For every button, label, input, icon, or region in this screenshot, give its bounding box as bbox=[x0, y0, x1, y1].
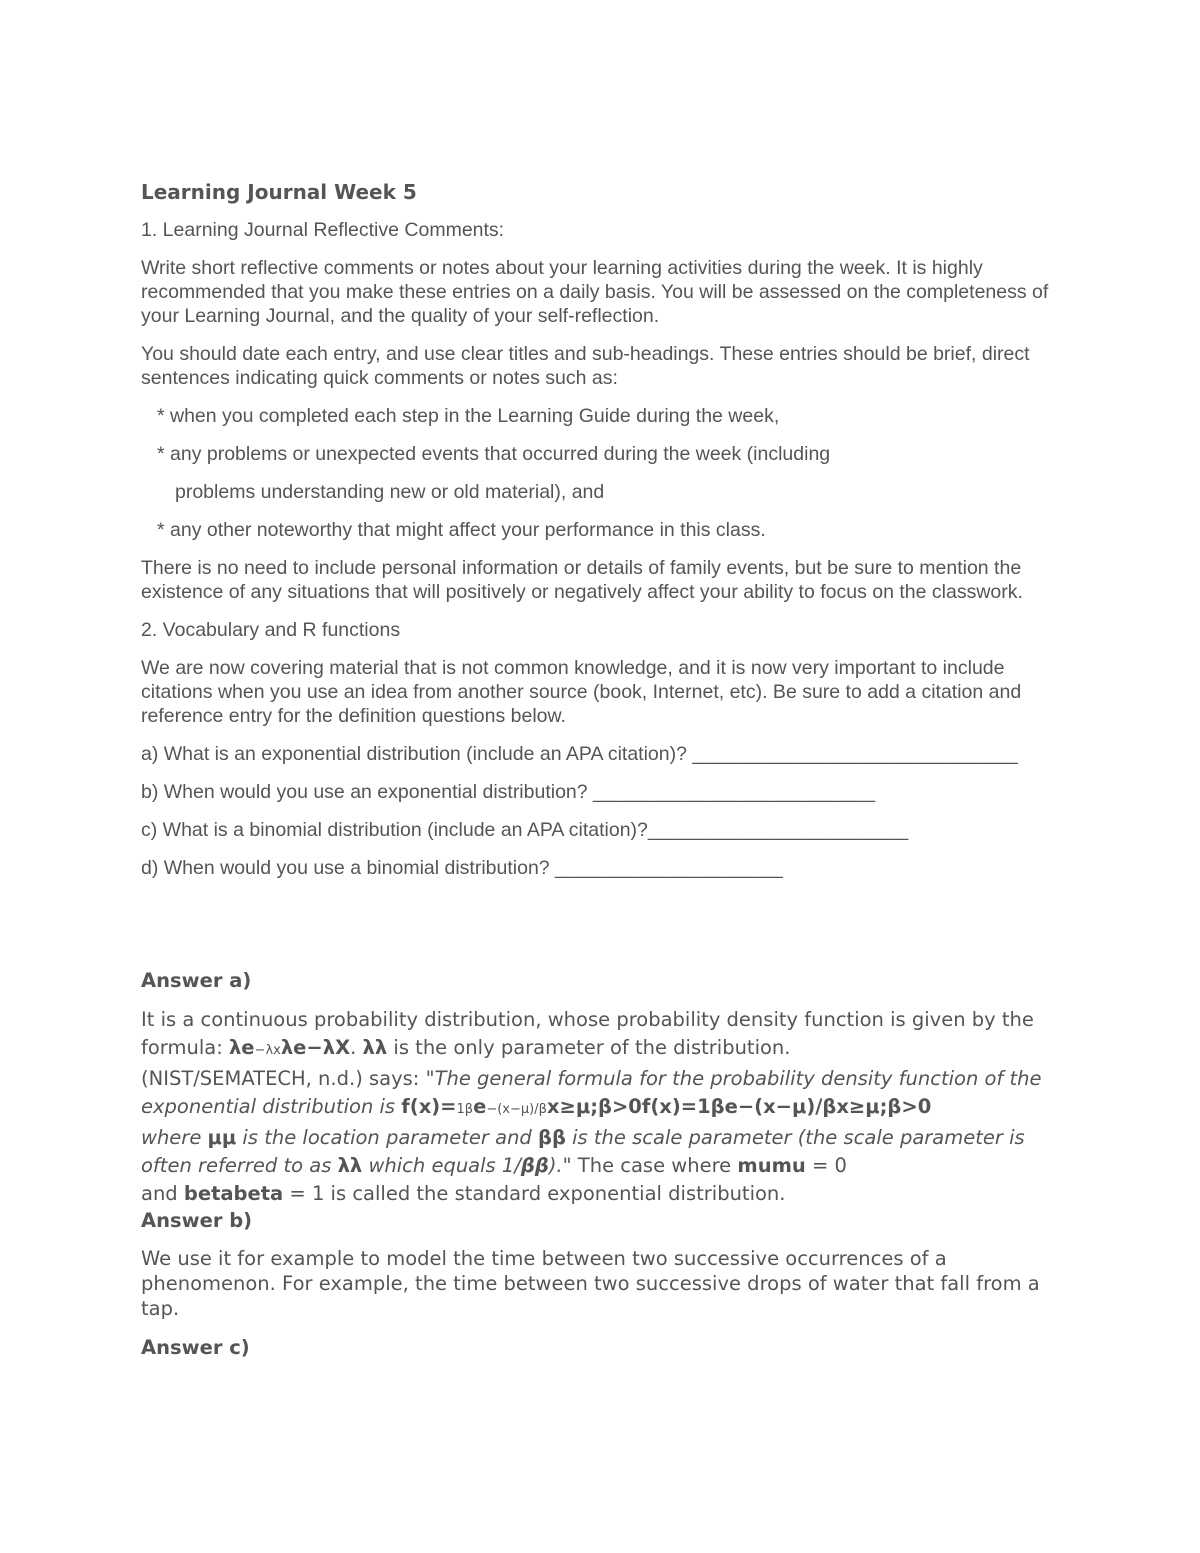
answer-a-text: = 0 bbox=[805, 1154, 847, 1177]
answer-b-paragraph: We use it for example to model the time between two successive occurrences of a phenomenon. For example, the time between two successive drops of water that fall from a tap. bbox=[141, 1247, 1040, 1320]
quote-text: is the scale parameter (the scale parameter is often referred to as bbox=[141, 1126, 1025, 1177]
question-a: a) What is an exponential distribution (include an APA citation)? ______________________________ bbox=[141, 743, 1018, 765]
answer-a-paragraph-1 bbox=[141, 1006, 1061, 1065]
formula-small: 1β bbox=[456, 1102, 474, 1117]
answer-a-text: is the only parameter of the distribution. bbox=[387, 1036, 791, 1059]
answer-a-heading: Answer a) bbox=[141, 969, 252, 992]
answer-a-text: = 1 is called the standard exponential distribution. bbox=[283, 1182, 786, 1205]
answer-b-heading: Answer b) bbox=[141, 1209, 253, 1232]
formula: betabeta bbox=[183, 1182, 284, 1205]
answer-a-paragraph-2 bbox=[141, 1065, 1061, 1124]
bullet-item: * when you completed each step in the Learning Guide during the week, bbox=[157, 405, 780, 427]
date-paragraph: You should date each entry, and use clear titles and sub-headings. These entries should be brief, direct sentences indicating quick comments or notes such as: bbox=[141, 343, 1030, 389]
question-b: b) When would you use an exponential distribution? __________________________ bbox=[141, 781, 876, 803]
section-2-paragraph: We are now covering material that is not common knowledge, and it is now very important to include citations when you use an idea from another source (book, Internet, etc). Be sure to add a citation and reference entry for the definition questions below. bbox=[141, 657, 1022, 727]
bullet-item: * any other noteworthy that might affect your performance in this class. bbox=[157, 519, 766, 541]
formula: λe−λX bbox=[280, 1036, 351, 1059]
bullet-item: * any problems or unexpected events that occurred during the week (including bbox=[157, 443, 831, 465]
answer-a-text: . bbox=[350, 1036, 363, 1059]
formula-exponent: −λx bbox=[254, 1043, 281, 1058]
formula: ββ bbox=[538, 1126, 566, 1149]
formula: x≥μ;β>0f(x)=1βe−(x−μ)/βx≥μ;β>0 bbox=[546, 1095, 932, 1118]
quote-text: is the location parameter and bbox=[236, 1126, 539, 1149]
formula-exponent: −(x−μ)/β bbox=[486, 1102, 547, 1117]
quote-text: where bbox=[141, 1126, 208, 1149]
formula: λe bbox=[228, 1036, 255, 1059]
document-title: Learning Journal Week 5 bbox=[141, 180, 417, 204]
citation-text: (NIST/SEMATECH, n.d.) says: " bbox=[141, 1067, 435, 1090]
answer-c-heading: Answer c) bbox=[141, 1336, 250, 1359]
formula: λλ bbox=[337, 1154, 363, 1177]
formula: mumu bbox=[737, 1154, 806, 1177]
intro-paragraph: Write short reflective comments or notes about your learning activities during the week. It is highly recommended that you make these entries on a daily basis. You will be assessed on the completeness of your Learning Journal, and the quality of your self-reflection. bbox=[141, 257, 1049, 327]
answer-a-paragraph-3 bbox=[141, 1124, 1061, 1180]
personal-info-paragraph: There is no need to include personal information or details of family events, but be sure to mention the existence of any situations that will positively or negatively affect your ability to focus on the classwork. bbox=[141, 557, 1023, 603]
section-1-heading: 1. Learning Journal Reflective Comments: bbox=[141, 219, 505, 241]
document-body bbox=[141, 178, 1061, 1361]
question-c: c) What is a binomial distribution (include an APA citation)?________________________ bbox=[141, 819, 909, 841]
spacer bbox=[141, 894, 1061, 968]
answer-a-text: " The case where bbox=[562, 1154, 738, 1177]
question-d: d) When would you use a binomial distribution? _____________________ bbox=[141, 857, 783, 879]
quote-text: The general formula for the probability density function of the exponential distribution is bbox=[141, 1067, 1042, 1118]
quote-text: ). bbox=[548, 1154, 563, 1177]
answer-a-text: and bbox=[141, 1182, 184, 1205]
formula: e bbox=[473, 1095, 487, 1118]
formula: μμ bbox=[207, 1126, 237, 1149]
quote-text: which equals 1/ bbox=[362, 1154, 521, 1177]
section-2-heading: 2. Vocabulary and R functions bbox=[141, 619, 401, 641]
answer-a-text: It is a continuous probability distribution, whose probability density function is given by the formula: bbox=[141, 1008, 1034, 1059]
bullet-item-continuation: problems understanding new or old material), and bbox=[175, 481, 605, 503]
formula: λλ bbox=[362, 1036, 388, 1059]
answer-a-paragraph-4 bbox=[141, 1180, 1061, 1208]
formula: ββ bbox=[520, 1154, 549, 1177]
formula: f(x)= bbox=[401, 1095, 457, 1118]
